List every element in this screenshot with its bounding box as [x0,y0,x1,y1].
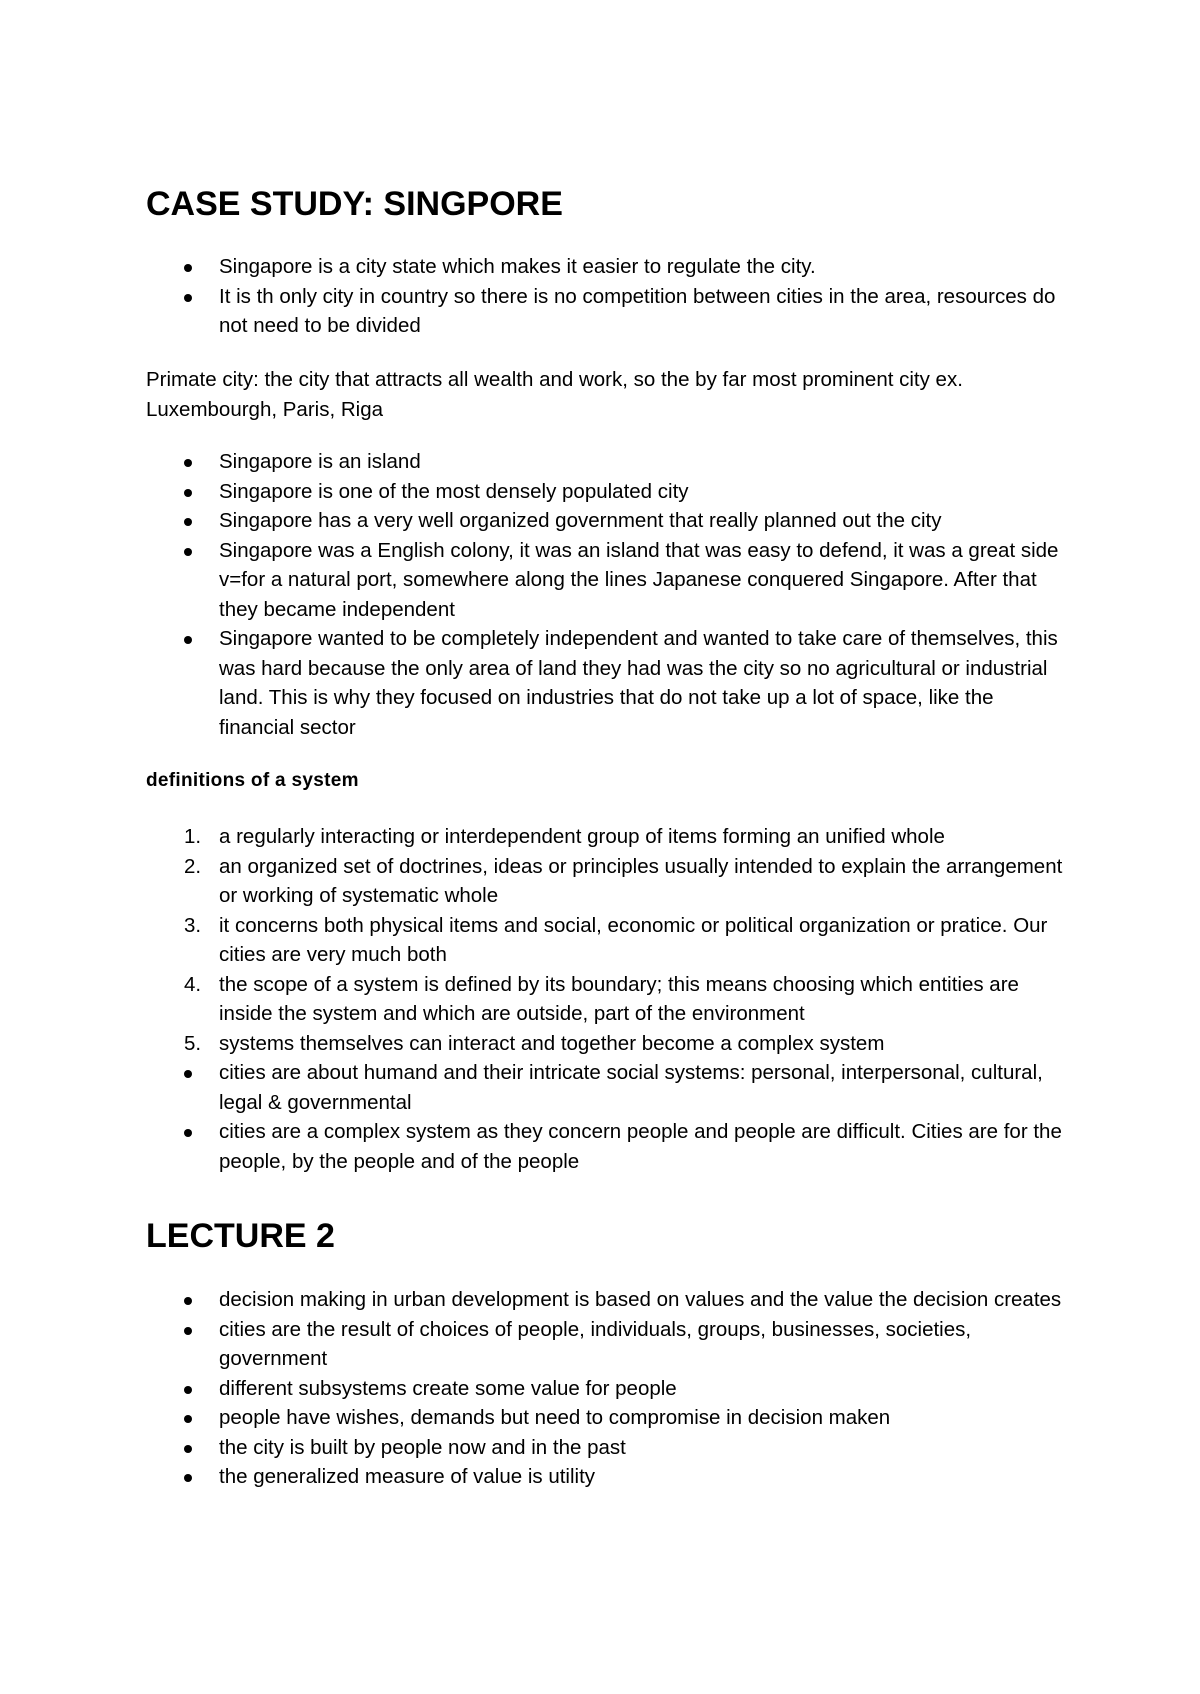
list-item: the city is built by people now and in the past [146,1433,1064,1463]
bullet-icon [184,1327,192,1335]
list-item: Singapore was a English colony, it was an island that was easy to defend, it was a great side v=for a natural port, somewhere along the lines Japanese conquered Singapore. After that they became independent [146,536,1064,625]
numbered-item: 1. a regularly interacting or interdependent group of items forming an unified whole [184,825,945,848]
bullet-icon [184,489,192,497]
bullet-icon [184,1474,192,1482]
bullet-icon [184,548,192,556]
list-item: Singapore has a very well organized government that really planned out the city [146,506,1064,536]
primate-city-paragraph: Primate city: the city that attracts all wealth and work, so the by far most prominent city ex. Luxembourgh, Paris, Riga [146,368,963,421]
definitions-subheading: definitions of a system [146,770,359,791]
list-item: people have wishes, demands but need to compromise in decision maken [146,1403,1064,1433]
list-item: Singapore is a city state which makes it easier to regulate the city. [146,252,1064,282]
bullet-icon [184,459,192,467]
list-item: the generalized measure of value is utility [146,1462,1064,1492]
case-study-bullets-2 [146,447,1066,742]
list-item: It is th only city in country so there is no competition between cities in the area, resources do not need to be divided [146,282,1064,341]
list-item: cities are about humand and their intricate social systems: personal, interpersonal, cultural, legal & governmental [146,1058,1064,1117]
lecture-2-heading: LECTURE 2 [146,1217,335,1255]
bullet-icon [184,636,192,644]
list-item: cities are a complex system as they concern people and people are difficult. Cities are for the people, by the people and of the people [146,1117,1064,1176]
list-item: different subsystems create some value for people [146,1374,1064,1404]
numbered-item: 5. systems themselves can interact and together become a complex system [184,1031,885,1055]
list-item: decision making in urban development is based on values and the value the decision creates [146,1285,1064,1315]
numbered-item: 2. an organized set of doctrines, ideas or principles usually intended to explain the arrangement or working of systematic whole [184,854,1063,907]
definitions-list [146,822,1066,1176]
bullet-icon [184,264,192,272]
bullet-icon [184,1445,192,1453]
case-study-bullets-1 [146,252,1066,341]
numbered-item: 4. the scope of a system is defined by its boundary; this means choosing which entities are inside the system and which are outside, part of the environment [184,972,1019,1025]
bullet-icon [184,1129,192,1137]
list-item: Singapore is one of the most densely populated city [146,477,1064,507]
numbered-item: 3. it concerns both physical items and social, economic or political organization or pratice. Our cities are very much both [184,913,1048,966]
lecture-2-bullets [146,1285,1066,1492]
case-study-heading: CASE STUDY: SINGPORE [146,185,563,223]
bullet-icon [184,294,192,302]
list-item: Singapore wanted to be completely independent and wanted to take care of themselves, this was hard because the only area of land they had was the city so no agricultural or industrial land. This is why they focused on industries that do not take up a lot of space, like the financial sector [146,624,1064,742]
list-item: Singapore is an island [146,447,1064,477]
bullet-icon [184,1297,192,1305]
bullet-icon [184,1415,192,1423]
bullet-icon [184,1070,192,1078]
bullet-icon [184,1386,192,1394]
list-item: cities are the result of choices of people, individuals, groups, businesses, societies, government [146,1315,1064,1374]
bullet-icon [184,518,192,526]
